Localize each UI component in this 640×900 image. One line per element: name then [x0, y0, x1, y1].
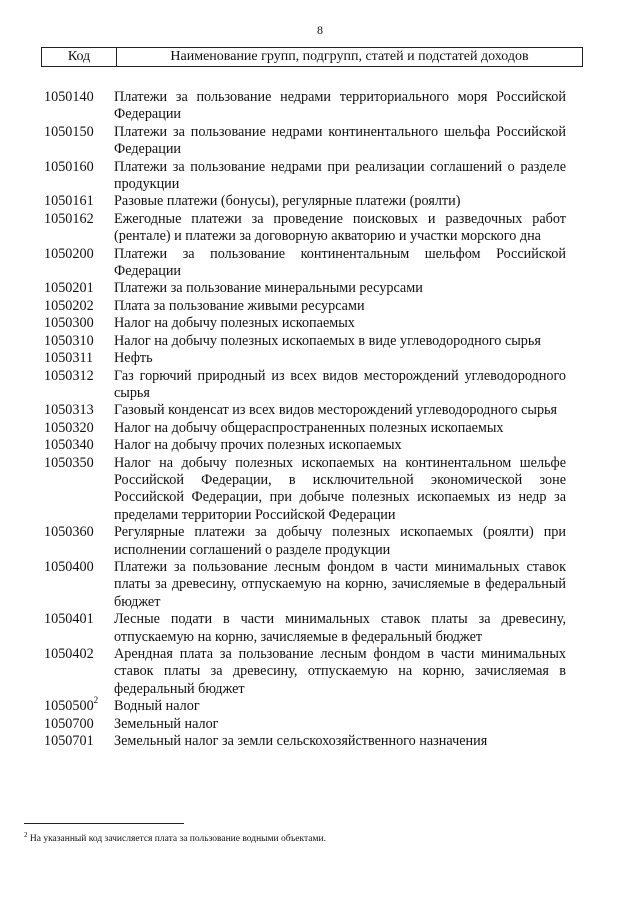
row-name: Земельный налог: [114, 715, 219, 732]
row-code: [0, 368, 100, 403]
table-row: [0, 455, 640, 525]
footnote-divider: [24, 823, 184, 824]
row-code-value: 1050350: [44, 454, 94, 471]
row-code: [0, 315, 100, 332]
row-code-value: 1050312: [44, 367, 94, 384]
row-code-value: 1050401: [44, 611, 94, 628]
row-code-value: 1050402: [44, 646, 94, 662]
row-code-value: 1050201: [44, 280, 94, 297]
row-name: Платежи за пользование недрами при реализации соглашений о разделе продукции: [114, 158, 566, 193]
row-name: Налог на добычу полезных ископаемых: [114, 315, 355, 332]
footnote: [24, 829, 624, 845]
row-code-value: 1050310: [44, 332, 94, 349]
row-code-value: 1050161: [44, 193, 94, 210]
table-header: [41, 47, 583, 67]
table-row: [0, 437, 640, 454]
row-code: [0, 695, 100, 715]
table-row: [0, 350, 640, 367]
row-code-value: 1050701: [44, 733, 94, 750]
row-code: [0, 298, 100, 315]
row-code: [0, 89, 100, 124]
row-code-value: 1050700: [44, 715, 94, 732]
row-code-value: 1050202: [44, 297, 94, 314]
row-code: [0, 646, 100, 698]
row-name: Налог на добычу полезных ископаемых в виде углеводородного сырья: [114, 332, 541, 349]
table-row: [0, 716, 640, 733]
table-row: [0, 524, 640, 559]
row-code: [0, 350, 100, 367]
table-row: [0, 559, 640, 611]
row-name: Нефть: [114, 350, 153, 367]
row-name: Платежи за пользование лесным фондом в части минимальных ставок платы за древесину, отпускаемую на корню, зачисляемые в федеральный бюджет: [114, 558, 566, 610]
table-row: [0, 298, 640, 315]
table-row: [0, 280, 640, 297]
footnote-text: На указанный код зачисляется плата за пользование водными объектами.: [29, 834, 326, 845]
table-row: [0, 211, 640, 246]
row-name: Платежи за пользование недрами территориального моря Российской Федерации: [114, 89, 566, 123]
table-row: [0, 315, 640, 332]
row-name: Платежи за пользование континентальным шельфом Российской Федерации: [114, 245, 566, 280]
row-code: [0, 733, 100, 750]
row-name: Газ горючий природный из всех видов месторождений углеводородного сырья: [114, 367, 566, 401]
income-codes-list: [0, 89, 640, 750]
header-code: Код: [42, 48, 117, 66]
row-code: [0, 159, 100, 194]
row-code: [0, 716, 100, 733]
row-name: Платежи за пользование минеральными ресурсами: [114, 280, 423, 297]
row-code: [0, 193, 100, 210]
row-code: [0, 246, 100, 281]
row-code: [0, 124, 100, 159]
row-code: [0, 611, 100, 646]
header-name: Наименование групп, подгрупп, статей и подстатей доходов: [170, 49, 529, 64]
table-row: [0, 402, 640, 419]
row-name: Земельный налог за земли сельскохозяйственного назначения: [114, 733, 488, 750]
row-code-value: 1050200: [44, 245, 94, 262]
row-code-value: 1050360: [44, 524, 94, 541]
table-row: [0, 333, 640, 350]
table-row: [0, 646, 640, 698]
row-code: [0, 211, 100, 246]
row-code: [0, 437, 100, 454]
table-row: [0, 246, 640, 281]
row-code: [0, 280, 100, 297]
page-number: 8: [317, 23, 323, 37]
row-code: [0, 402, 100, 419]
row-code-value: 1050150: [44, 123, 94, 140]
footnote-reference: 2: [93, 695, 99, 706]
footnote-marker: 2: [24, 831, 28, 839]
row-name: Налог на добычу общераспространенных полезных ископаемых: [114, 419, 504, 436]
row-code-value: 1050311: [44, 350, 94, 367]
row-code: [0, 420, 100, 437]
table-row: [0, 89, 640, 124]
row-code-value: 1050162: [44, 210, 94, 227]
row-code-value: 1050140: [44, 89, 94, 105]
row-code-value: 1050160: [44, 158, 94, 175]
row-code: [0, 455, 100, 525]
row-code-value: 1050320: [44, 419, 94, 436]
row-name: Плата за пользование живыми ресурсами: [114, 297, 365, 314]
table-row: [0, 124, 640, 159]
table-row: [0, 368, 640, 403]
row-code: [0, 333, 100, 350]
row-name: Налог на добычу прочих полезных ископаемых: [114, 437, 402, 454]
row-name: Газовый конденсат из всех видов месторождений углеводородного сырья: [114, 402, 558, 419]
row-name: Водный налог: [114, 698, 200, 715]
row-code-value: 1050313: [44, 402, 94, 419]
row-code-value: 1050400: [44, 558, 94, 575]
table-row: [0, 695, 640, 715]
row-code: [0, 524, 100, 559]
row-name: Арендная плата за пользование лесным фондом в части минимальных ставок платы за древесину, отпускаемую на корню, зачисляемая в федеральный бюджет: [114, 646, 566, 697]
row-name: Разовые платежи (бонусы), регулярные платежи (роялти): [114, 193, 461, 210]
table-row: [0, 420, 640, 437]
row-name: Платежи за пользование недрами континентального шельфа Российской Федерации: [114, 123, 566, 158]
row-name: Налог на добычу полезных ископаемых на континентальном шельфе Российской Федерации, в исключительной экономической зоне Российской Федерации, при добыче полезных ископаемых из недр за пределами территории Российской Федерации: [114, 454, 566, 523]
table-row: [0, 193, 640, 210]
table-row: [0, 159, 640, 194]
row-name: Ежегодные платежи за проведение поисковых и разведочных работ (рентале) и платежи за договорную акваторию и участки морского дна: [114, 210, 566, 245]
row-code: [0, 559, 100, 611]
row-name: Лесные подати в части минимальных ставок платы за древесину, отпускаемую на корню, зачисляемые в федеральный бюджет: [114, 611, 566, 645]
row-code-value: 1050300: [44, 315, 94, 332]
row-name: Регулярные платежи за добычу полезных ископаемых (роялти) при исполнении соглашений о разделе продукции: [114, 524, 566, 558]
row-code-value: 1050340: [44, 437, 94, 454]
table-row: [0, 611, 640, 646]
row-code-value: 1050500: [44, 698, 94, 715]
table-row: [0, 733, 640, 750]
